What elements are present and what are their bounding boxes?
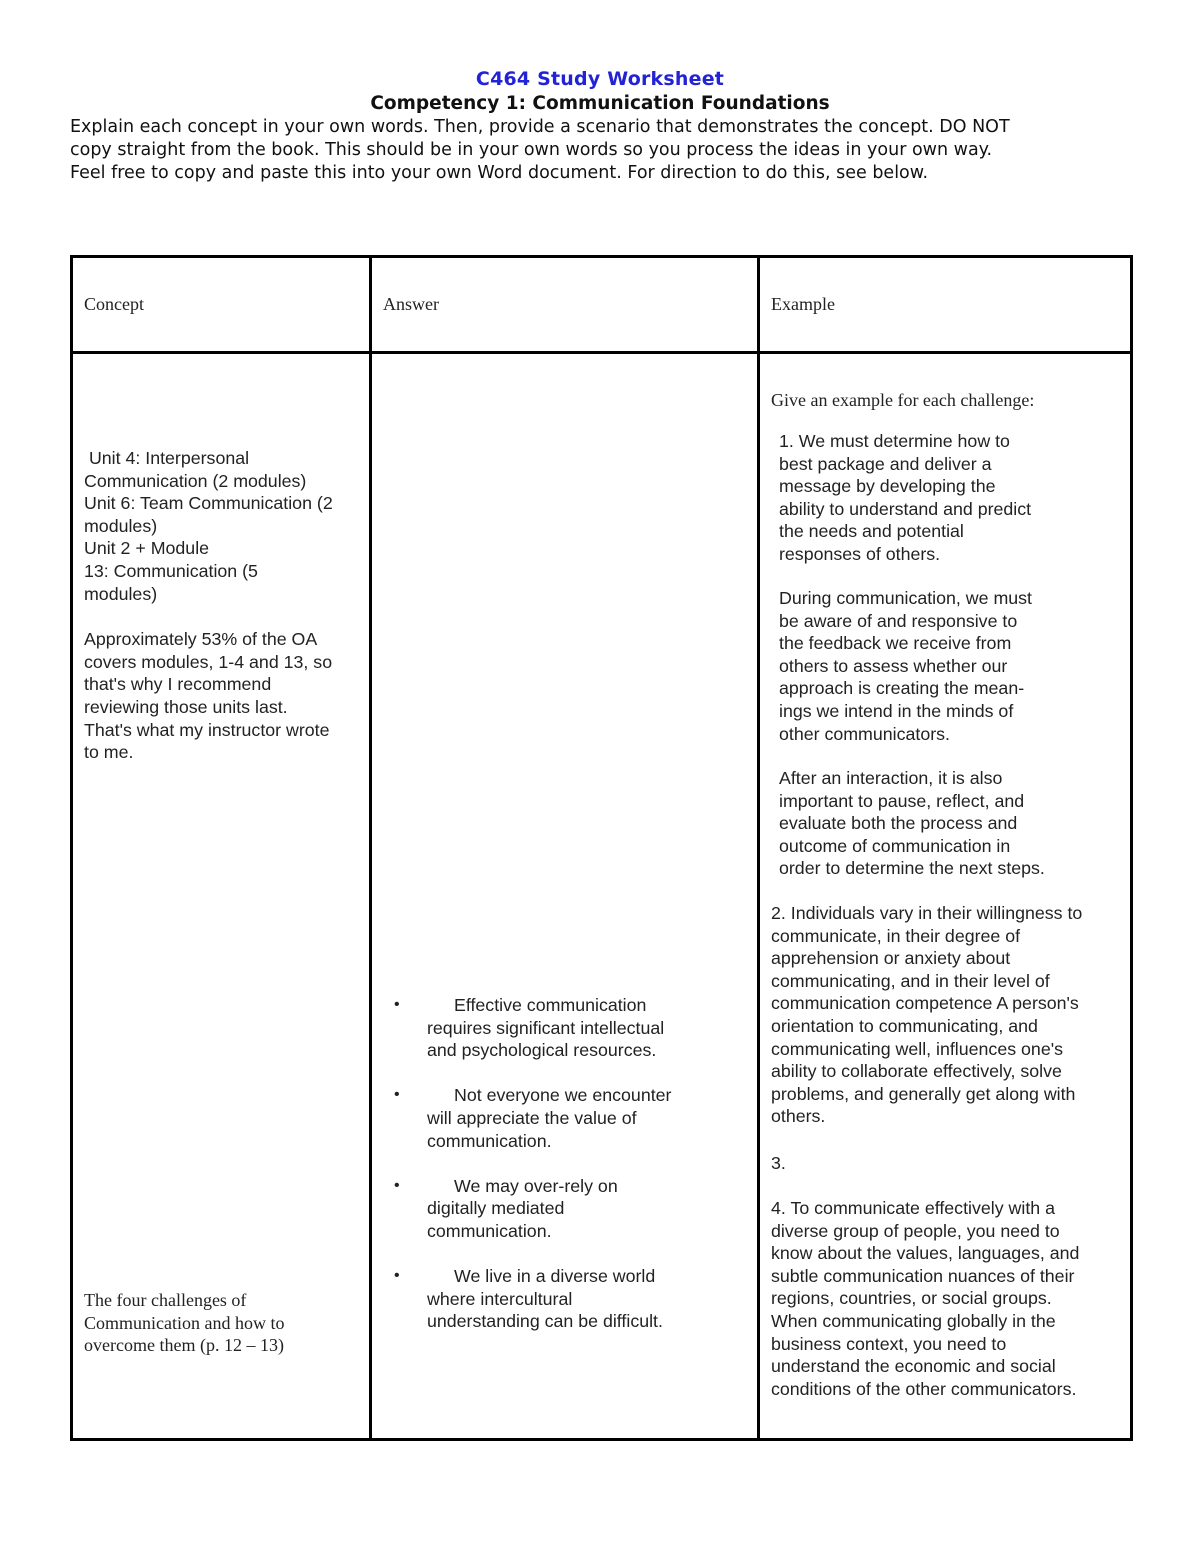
- example-cell: [759, 353, 1132, 1440]
- instructions-line: Explain each concept in your own words. Then, provide a scenario that demonstrates the concept. DO NOT: [70, 117, 1010, 137]
- text-line: After an interaction, it is also: [779, 768, 1003, 788]
- text-line: digitally mediated: [427, 1198, 565, 1219]
- text-line: Not everyone we encounter: [454, 1085, 672, 1106]
- text-line: covers modules, 1-4 and 13, so: [84, 651, 333, 672]
- list-item: [394, 1175, 744, 1243]
- worksheet-title: C464 Study Worksheet: [475, 68, 725, 90]
- text-line: Unit 4: Interpersonal: [84, 448, 250, 468]
- instructions-line: Feel free to copy and paste this into your own Word document. For direction to do this, see below.: [70, 163, 929, 183]
- example-intro: Give an example for each challenge:: [771, 390, 1035, 410]
- example-block-3: [779, 767, 1079, 880]
- example-block-5: [771, 1152, 1131, 1175]
- units-list: [84, 447, 369, 605]
- text-line: communication competence A person's: [771, 993, 1079, 1014]
- text-line: Approximately 53% of the OA: [84, 629, 318, 650]
- header-cell-concept: [72, 257, 371, 353]
- text-line: other communicators.: [779, 723, 950, 744]
- text-line: others.: [771, 1106, 826, 1127]
- bullet-icon: •: [394, 1086, 400, 1104]
- text-line: communication.: [427, 1220, 552, 1241]
- text-line: The four challenges of: [84, 1290, 247, 1310]
- text-line: regions, countries, or social groups.: [771, 1288, 1052, 1309]
- text-line: know about the values, languages, and: [771, 1243, 1080, 1264]
- text-line: communicate, in their degree of: [771, 925, 1021, 946]
- text-line: Effective communication: [454, 995, 647, 1015]
- text-line: order to determine the next steps.: [779, 858, 1045, 879]
- text-line: reviewing those units last.: [84, 696, 288, 717]
- text-line: When communicating globally in the: [771, 1310, 1056, 1331]
- text-line: overcome them (p. 12 – 13): [84, 1335, 284, 1356]
- list-item: [394, 1265, 744, 1333]
- text-line: 1. We must determine how to: [779, 431, 1010, 451]
- text-line: communicating, and in their level of: [771, 970, 1050, 991]
- example-block-1: [779, 430, 1079, 566]
- instructions-paragraph: [70, 116, 1150, 185]
- text-line: to me.: [84, 742, 134, 763]
- table-header-row: [72, 257, 1132, 353]
- text-line: communicating well, influences one's: [771, 1038, 1063, 1059]
- example-block-2: [779, 587, 1079, 745]
- text-line: and psychological resources.: [427, 1040, 657, 1061]
- text-line: ability to collaborate effectively, solve: [771, 1061, 1062, 1082]
- text-line: responses of others.: [779, 543, 941, 564]
- text-line: Communication (2 modules): [84, 470, 307, 491]
- text-line: modules): [84, 515, 158, 536]
- text-line: 2. Individuals vary in their willingness to: [771, 903, 1083, 923]
- text-line: the needs and potential: [779, 521, 964, 542]
- column-header-example: Example: [771, 294, 835, 314]
- concept-title: [84, 1289, 324, 1357]
- text-line: orientation to communicating, and: [771, 1015, 1038, 1036]
- text-line: evaluate both the process and: [779, 813, 1018, 834]
- text-line: 3.: [771, 1153, 786, 1173]
- bullet-icon: •: [394, 996, 400, 1013]
- text-line: subtle communication nuances of their: [771, 1265, 1075, 1286]
- text-line: During communication, we must: [779, 588, 1032, 608]
- text-line: conditions of the other communicators.: [771, 1378, 1077, 1399]
- text-line: understanding can be difficult.: [427, 1311, 663, 1332]
- instructor-note: [84, 628, 369, 764]
- concept-cell: [72, 353, 371, 1440]
- text-line: approach is creating the mean-: [779, 678, 1025, 699]
- header-cell-answer: [371, 257, 759, 353]
- worksheet-table: [70, 255, 1133, 1441]
- text-line: Unit 6: Team Communication (2: [84, 493, 333, 514]
- answer-bullet-list: [394, 994, 744, 1356]
- text-line: understand the economic and social: [771, 1356, 1056, 1377]
- bullet-icon: •: [394, 1267, 400, 1285]
- text-line: apprehension or anxiety about: [771, 948, 1011, 969]
- text-line: will appreciate the value of: [427, 1107, 637, 1128]
- text-line: the feedback we receive from: [779, 633, 1012, 654]
- text-line: We live in a diverse world: [454, 1266, 656, 1287]
- text-line: requires significant intellectual: [427, 1017, 665, 1038]
- text-line: 13: Communication (5: [84, 560, 258, 581]
- answer-cell: [371, 353, 759, 1440]
- text-line: We may over-rely on: [454, 1175, 618, 1196]
- text-line: important to pause, reflect, and: [779, 790, 1025, 811]
- instructions-line: copy straight from the book. This should be in your own words so you process the ideas in your own way.: [70, 140, 993, 160]
- table-row: [72, 353, 1132, 1440]
- competency-subtitle: Competency 1: Communication Foundations: [370, 93, 830, 114]
- text-line: business context, you need to: [771, 1333, 1007, 1354]
- list-item: [394, 994, 744, 1062]
- concept-units-text: [84, 447, 369, 787]
- text-line: communication.: [427, 1130, 552, 1151]
- example-block-4: [771, 902, 1131, 1128]
- column-header-concept: Concept: [84, 294, 144, 314]
- text-line: problems, and generally get along with: [771, 1083, 1076, 1104]
- bullet-icon: •: [394, 1176, 400, 1194]
- text-line: Communication and how to: [84, 1312, 285, 1333]
- column-header-answer: Answer: [383, 294, 439, 314]
- text-line: others to assess whether our: [779, 655, 1008, 676]
- text-line: message by developing the: [779, 476, 996, 497]
- text-line: ability to understand and predict: [779, 498, 1032, 519]
- text-line: best package and deliver a: [779, 453, 992, 474]
- text-line: ings we intend in the minds of: [779, 700, 1014, 721]
- text-line: where intercultural: [427, 1288, 573, 1309]
- text-line: diverse group of people, you need to: [771, 1220, 1060, 1241]
- example-block-6: [771, 1197, 1131, 1400]
- list-item: [394, 1084, 744, 1152]
- text-line: that's why I recommend: [84, 674, 272, 695]
- text-line: Unit 2 + Module: [84, 538, 210, 559]
- text-line: That's what my instructor wrote: [84, 719, 330, 740]
- header-cell-example: [759, 257, 1132, 353]
- text-line: be aware of and responsive to: [779, 610, 1018, 631]
- text-line: 4. To communicate effectively with a: [771, 1198, 1055, 1218]
- text-line: outcome of communication in: [779, 835, 1011, 856]
- text-line: modules): [84, 583, 158, 604]
